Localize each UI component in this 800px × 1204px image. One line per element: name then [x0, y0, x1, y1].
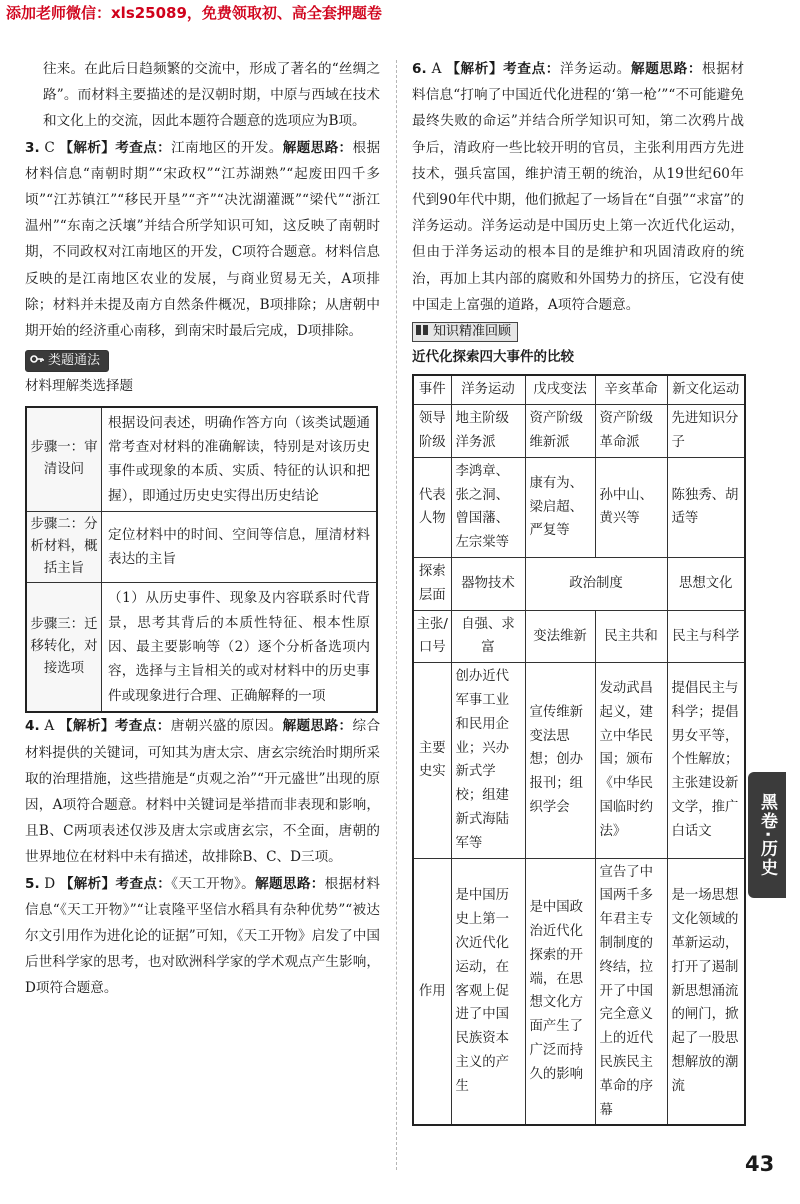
question-body: 根据材料信息“《天工开物》”“让袁隆平坚信水稻具有杂种优势”“被达尔文引用作为进化论的证据”可知，《天工开物》启发了中国后世科学家的思考，也对欧洲科学家的学术观点产生影响，D项符合题意。	[25, 875, 381, 997]
kaodian-label: 考查点：	[114, 718, 171, 735]
table-cell: 康有为、梁启超、严复等	[525, 457, 595, 557]
table-row	[26, 407, 377, 512]
column-header: 事件	[413, 375, 451, 404]
comparison-table	[412, 374, 746, 1126]
step-desc: （1）从历史事件、现象及内容联系时代背景，思考其背后的本质性特征、根本性原因、最主要影响等（2）逐个分析备选项内容，选择与主旨相关的或对材料中的历史事件或现象进行合理、正确解释的一项	[102, 583, 378, 713]
silu-label: 解题思路：	[282, 139, 353, 156]
row-header: 领导阶级	[413, 405, 451, 458]
table-row	[413, 457, 745, 557]
table-cell: 提倡民主与科学；提倡男女平等，个性解放；主张建设新文学，推广白话文	[667, 663, 745, 858]
table-cell: 资产阶级维新派	[525, 405, 595, 458]
table-cell: 陈独秀、胡适等	[667, 457, 745, 557]
table-cell: 是一场思想文化领域的革新运动，打开了遏制新思想涌流的闸门，掀起了一股思想解放的潮流	[667, 858, 745, 1125]
method-badge	[25, 350, 109, 372]
method-subtitle: 材料理解类选择题	[25, 378, 133, 395]
table-cell: 民主共和	[595, 610, 667, 663]
step-name: 步骤一：审清设问	[26, 407, 102, 512]
question-6	[412, 56, 744, 318]
table-cell: 宣告了中国两千多年君主专制制度的终结，拉开了中国完全意义上的近代民族民主革命的序幕	[595, 858, 667, 1125]
step-name: 步骤二：分析材料，概括主旨	[26, 512, 102, 583]
table-row	[26, 512, 377, 583]
table-cell: 是中国历史上第一次近代化运动，在客观上促进了中国民族资本主义的产生	[451, 858, 525, 1125]
page-number: 43	[745, 1152, 775, 1176]
question-number: 4.	[25, 718, 40, 735]
question-4	[25, 713, 380, 870]
silu-label: 解题思路：	[282, 718, 353, 735]
knowledge-badge-label: 知识精准回顾	[433, 324, 512, 340]
question-3	[25, 135, 380, 345]
row-header: 代表人物	[413, 457, 451, 557]
kaodian-label: 考查点：	[503, 61, 560, 77]
column-header: 辛亥革命	[595, 375, 667, 404]
table-cell: 变法维新	[525, 610, 595, 663]
question-number: 5.	[25, 875, 40, 892]
table-cell: 器物技术	[451, 558, 525, 611]
answer-letter: D	[44, 875, 56, 892]
silu-label: 解题思路：	[631, 61, 703, 77]
table-cell: 宣传维新变法思想；创办报刊；组织学会	[525, 663, 595, 858]
column-header: 新文化运动	[667, 375, 745, 404]
kaodian-text: 唐朝兴盛的原因。	[170, 718, 283, 735]
table-row	[413, 558, 745, 611]
q2-tail-paragraph: 往来。在此后日趋频繁的交流中，形成了著名的“丝绸之路”。而材料主要描述的是汉朝时期，中原与西域在技术和文化上的交流，因此本题符合题意的选项应为B项。	[43, 61, 380, 130]
question-5	[25, 871, 380, 1002]
step-name: 步骤三：迁移转化，对接选项	[26, 583, 102, 713]
answer-letter: A	[431, 61, 442, 77]
table-cell: 孙中山、黄兴等	[595, 457, 667, 557]
step-desc: 定位材料中的时间、空间等信息，厘清材料表达的主旨	[102, 512, 378, 583]
analysis-label: 【解析】	[59, 139, 116, 156]
table-cell: 先进知识分子	[667, 405, 745, 458]
table-row	[413, 858, 745, 1125]
watermark: 添加老师微信：xls25089，免费领取初、高全套押题卷	[6, 4, 382, 22]
table-cell: 思想文化	[667, 558, 745, 611]
steps-table	[25, 406, 378, 714]
table-cell: 发动武昌起义，建立中华民国；颁布《中华民国临时约法》	[595, 663, 667, 858]
table-row	[413, 610, 745, 663]
kaodian-text: 《天工开物》。	[171, 875, 256, 892]
kaodian-text: 江南地区的开发。	[171, 139, 283, 156]
book-icon	[415, 324, 429, 336]
key-icon	[30, 352, 44, 366]
question-number: 6.	[412, 61, 427, 77]
left-column	[25, 56, 380, 1002]
table-row	[413, 663, 745, 858]
question-number: 3.	[25, 139, 40, 156]
table-cell: 创办近代军事工业和民用企业；兴办新式学校；组建新式海陆军等	[451, 663, 525, 858]
table-cell: 地主阶级洋务派	[451, 405, 525, 458]
question-body: 根据材料信息“打响了中国近代化进程的‘第一枪’”“不可能避免最终失败的命运”并结合所学知识可知，第二次鸦片战争后，清政府一些比较开明的官员，主张利用西方先进技术，强兵富国，维护清王朝的统治，从19世纪60年代到90年代中期，他们掀起了一场旨在“自强”“求富”的洋务运动。洋务运动是中国历史上第一次近代化运动，但由于洋务运动的根本目的是维护和巩固清政府的统治，再加上其内部的腐败和外国势力的挤压，它没有使中国走上富强的道路，A项符合题意。	[412, 61, 745, 313]
knowledge-badge	[412, 322, 518, 342]
right-column	[412, 56, 744, 1126]
analysis-label: 【解析】	[58, 718, 115, 735]
column-header: 戊戌变法	[525, 375, 595, 404]
table-row	[413, 405, 745, 458]
step-desc: 根据设问表述，明确作答方向（该类试题通常考查对材料的准确解读，特别是对该历史事件或现象的本质、实质、特征的认识和把握），即通过历史史实得出历史结论	[102, 407, 378, 512]
table-title: 近代化探索四大事件的比较	[412, 349, 574, 366]
table-cell: 李鸿章、张之洞、曾国藩、左宗棠等	[451, 457, 525, 557]
answer-letter: A	[44, 718, 55, 735]
silu-label: 解题思路：	[255, 875, 325, 892]
row-header: 主张/口号	[413, 610, 451, 663]
method-badge-label: 类题通法	[48, 353, 101, 369]
answer-letter: C	[44, 139, 55, 156]
table-cell: 政治制度	[525, 558, 667, 611]
kaodian-label: 考查点：	[115, 875, 172, 892]
kaodian-label: 考查点：	[115, 139, 172, 156]
side-tab: 黑卷·历史	[748, 772, 786, 898]
question-body: 根据材料信息“南朝时期”“宋政权”“江苏湖熟”“起废田四千多顷”“江苏镇江”“移民开垦”“齐”“决沈湖灌溉”“梁代”“浙江温州”“东南之沃壤”并结合所学知识可知，这反映了南朝时期，不同政权对江南地区的开发，C项符合题意。材料信息反映的是江南地区农业的发展，与商业贸易无关，A项排除；材料并未提及南方自然条件概况，B项排除；从唐朝中期开始的经济重心南移，到南宋时最后完成，D项排除。	[25, 139, 381, 340]
table-header-row	[413, 375, 745, 404]
row-header: 主要史实	[413, 663, 451, 858]
table-cell: 是中国政治近代化探索的开端，在思想文化方面产生了广泛而持久的影响	[525, 858, 595, 1125]
row-header: 作用	[413, 858, 451, 1125]
table-cell: 资产阶级革命派	[595, 405, 667, 458]
row-header: 探索层面	[413, 558, 451, 611]
kaodian-text: 洋务运动。	[559, 61, 632, 77]
analysis-label: 【解析】	[59, 875, 116, 892]
table-cell: 民主与科学	[667, 610, 745, 663]
table-row	[26, 583, 377, 713]
analysis-label: 【解析】	[446, 61, 504, 77]
column-header: 洋务运动	[451, 375, 525, 404]
table-cell: 自强、求富	[451, 610, 525, 663]
question-body: 综合材料提供的关键词，可知其为唐太宗、唐玄宗统治时期所采取的治理措施，这些措施是“贞观之治”“开元盛世”出现的原因，A项符合题意。材料中关键词是举措而非表现和影响，且B、C两项表述仅涉及唐太宗或唐玄宗，不全面，唐朝的世界地位在材料中未有描述，故排除B、C、D三项。	[25, 718, 381, 866]
column-divider	[396, 60, 397, 1170]
